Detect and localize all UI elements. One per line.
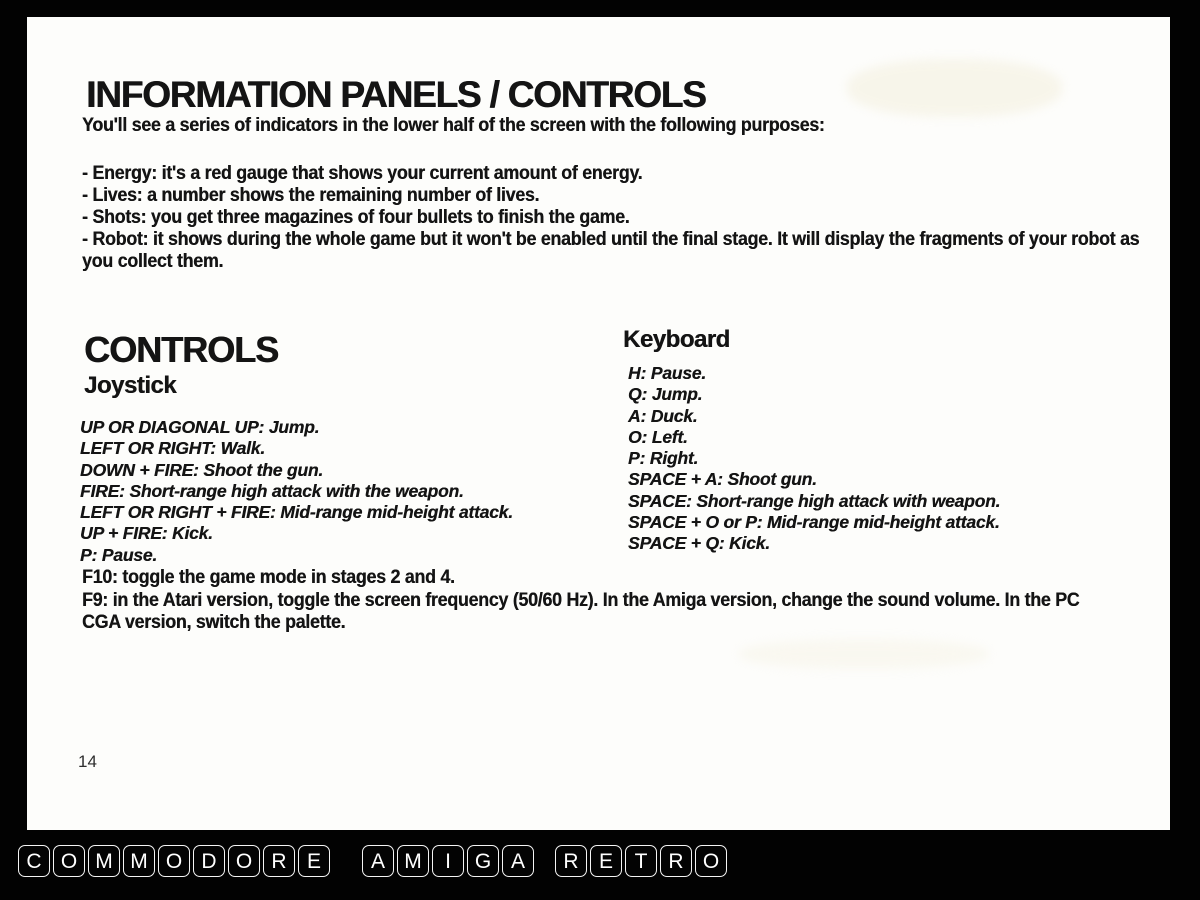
keyboard-control-item: SPACE + Q: Kick. [628, 533, 770, 554]
watermark-word [18, 845, 330, 877]
keyboard-control-item: SPACE: Short-range high attack with weapon. [628, 490, 1001, 511]
keycap-letter: R [263, 845, 295, 877]
keycap-letter: O [158, 845, 190, 877]
watermark-word [555, 845, 727, 877]
keycap-letter: O [695, 845, 727, 877]
page-title: INFORMATION PANELS / CONTROLS [86, 74, 706, 115]
keycap-letter: R [660, 845, 692, 877]
scan-bleed-artifact [739, 639, 989, 669]
joystick-control-item: LEFT OR RIGHT + FIRE: Mid-range mid-height attack. [80, 502, 513, 523]
keycap-letter: A [502, 845, 534, 877]
joystick-control-item: DOWN + FIRE: Shoot the gun. [80, 459, 323, 480]
keyboard-control-item: O: Left. [628, 426, 688, 447]
indicator-item-lives: - Lives: a number shows the remaining number of lives. [82, 185, 540, 206]
indicator-list [82, 163, 1142, 273]
intro-text: You'll see a series of indicators in the lower half of the screen with the following purposes: [82, 115, 825, 136]
indicator-item-shots: - Shots: you get three magazines of four bullets to finish the game. [82, 207, 630, 228]
indicator-item-energy: - Energy: it's a red gauge that shows your current amount of energy. [82, 163, 643, 184]
function-key-f9: F9: in the Atari version, toggle the screen frequency (50/60 Hz). In the Amiga version, change the sound volume. In the PC CGA version, switch the palette. [82, 589, 1080, 633]
keyboard-control-item: SPACE + O or P: Mid-range mid-height attack. [628, 512, 1000, 533]
page-number: 14 [78, 752, 97, 771]
function-key-f10: F10: toggle the game mode in stages 2 and 4. [82, 567, 455, 588]
keycap-letter: O [53, 845, 85, 877]
keycap-letter: E [590, 845, 622, 877]
keyboard-control-item: A: Duck. [628, 405, 698, 426]
keyboard-control-item: P: Right. [628, 448, 699, 469]
keycap-letter: O [228, 845, 260, 877]
joystick-control-item: UP + FIRE: Kick. [80, 523, 213, 544]
function-key-notes [82, 567, 1090, 635]
controls-heading: CONTROLS [84, 329, 278, 370]
keycap-letter: M [88, 845, 120, 877]
keycap-letter: R [555, 845, 587, 877]
joystick-control-item: P: Pause. [80, 544, 157, 565]
keyboard-controls-list [628, 363, 1000, 555]
keycap-letter: G [467, 845, 499, 877]
keycap-letter: M [397, 845, 429, 877]
watermark-word [362, 845, 534, 877]
keycap-letter: M [123, 845, 155, 877]
keyboard-control-item: SPACE + A: Shoot gun. [628, 469, 817, 490]
keycap-letter: E [298, 845, 330, 877]
indicator-item-robot: - Robot: it shows during the whole game but it won't be enabled until the final stage. It will display the fragments of your robot as you collect them. [82, 229, 1140, 272]
joystick-heading: Joystick [84, 372, 177, 399]
scan-bleed-artifact [847, 59, 1062, 117]
joystick-control-item: LEFT OR RIGHT: Walk. [80, 438, 265, 459]
keyboard-control-item: Q: Jump. [628, 384, 703, 405]
joystick-control-item: FIRE: Short-range high attack with the weapon. [80, 480, 464, 501]
keycap-letter: I [432, 845, 464, 877]
footer-watermark [18, 845, 727, 877]
joystick-controls-list [80, 417, 513, 566]
manual-paper-sheet [27, 17, 1170, 830]
keycap-letter: C [18, 845, 50, 877]
keyboard-control-item: H: Pause. [628, 363, 706, 383]
keycap-letter: T [625, 845, 657, 877]
keycap-letter: D [193, 845, 225, 877]
joystick-control-item: UP OR DIAGONAL UP: Jump. [80, 417, 320, 437]
keyboard-heading: Keyboard [623, 326, 730, 353]
keycap-letter: A [362, 845, 394, 877]
